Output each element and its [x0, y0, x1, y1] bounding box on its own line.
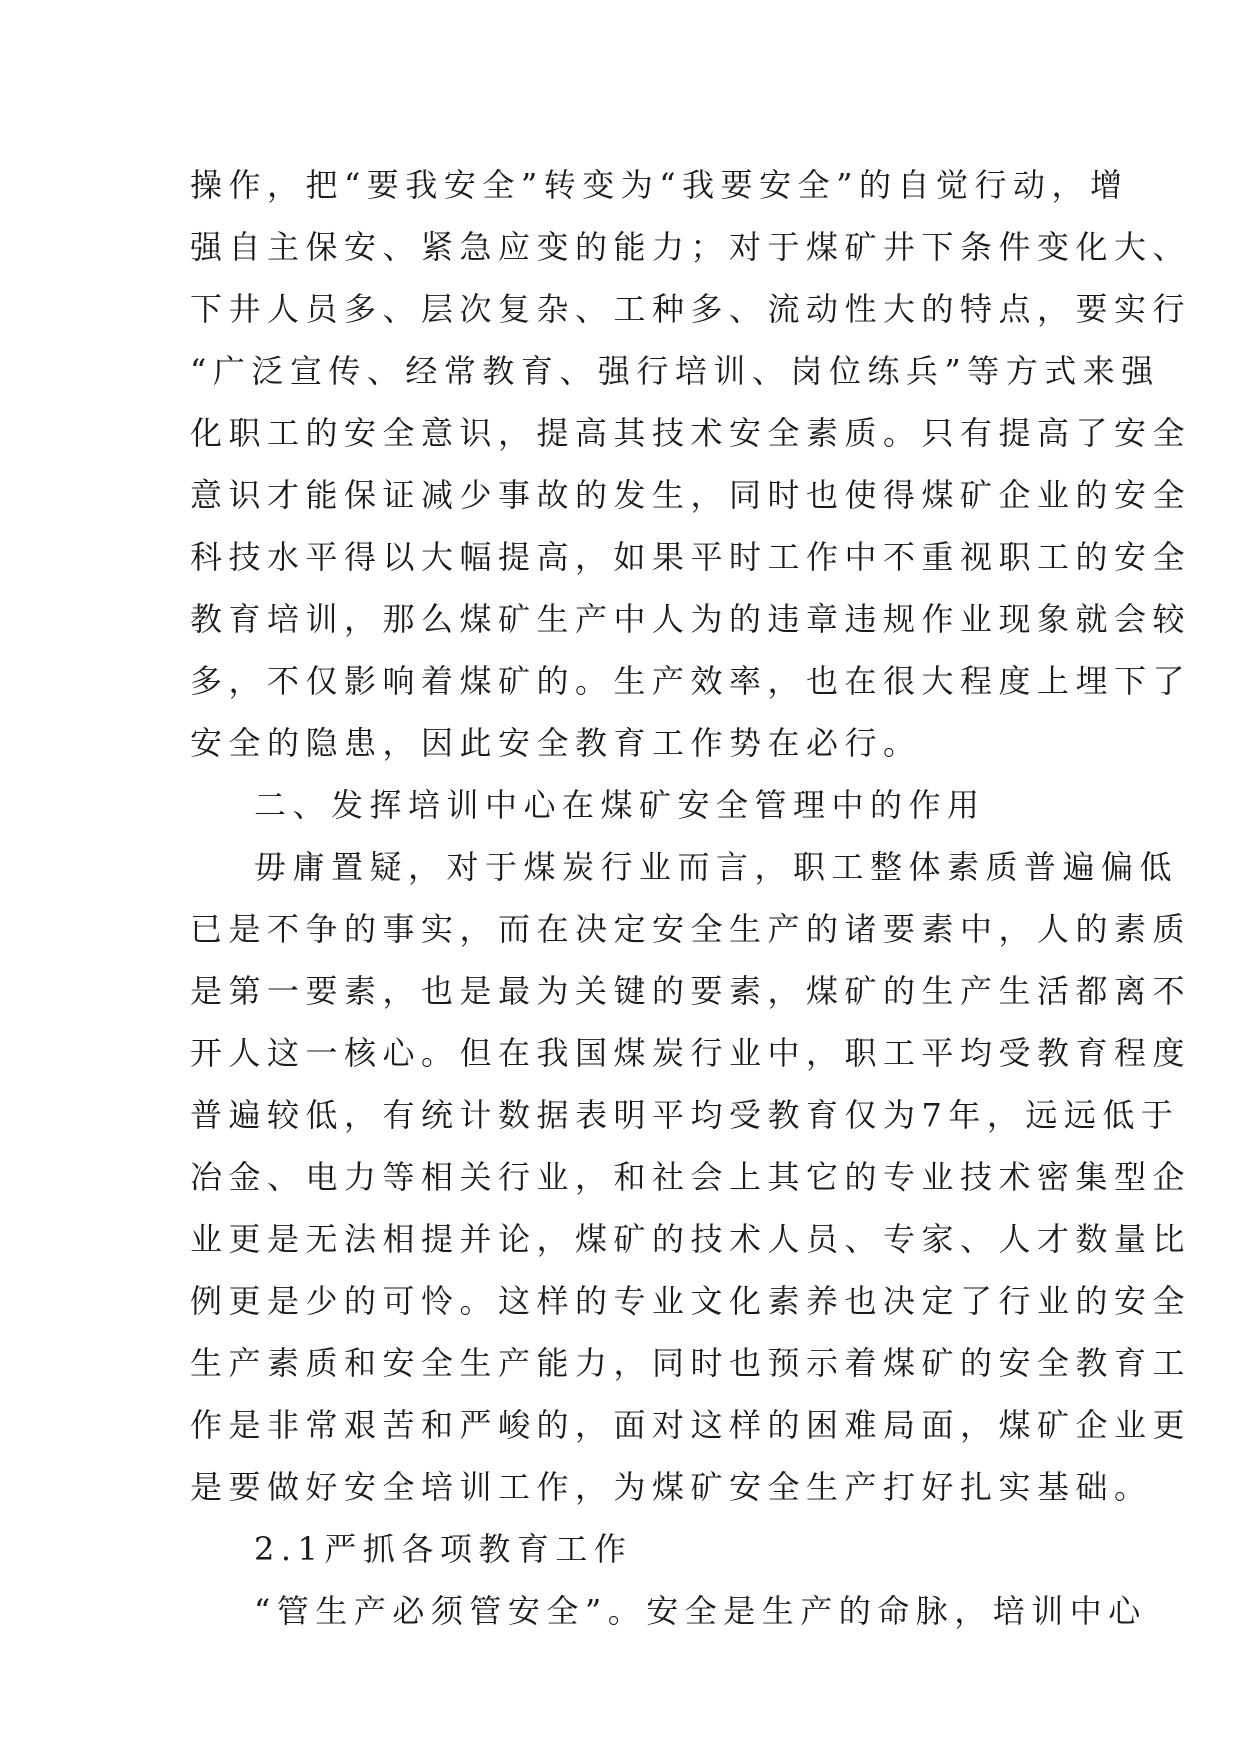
paragraph-line: 例更是少的可怜。这样的专业文化素养也决定了行业的安全	[190, 1282, 1192, 1320]
paragraph-line: 强自主保安、紧急应变的能力；对于煤矿井下条件变化大、	[190, 228, 1192, 266]
paragraph-line: 安全的隐患，因此安全教育工作势在必行。	[190, 724, 922, 762]
paragraph-line: 业更是无法相提并论，煤矿的技术人员、专家、人才数量比	[190, 1220, 1192, 1258]
paragraph-line: 是要做好安全培训工作，为煤矿安全生产打好扎实基础。	[190, 1468, 1153, 1506]
paragraph-line: 开人这一核心。但在我国煤炭行业中，职工平均受教育程度	[190, 1034, 1192, 1072]
section-heading: 二、发挥培训中心在煤矿安全管理中的作用	[254, 786, 986, 824]
paragraph-line: 作是非常艰苦和严峻的，面对这样的困难局面，煤矿企业更	[190, 1406, 1192, 1444]
paragraph-line: 冶金、电力等相关行业，和社会上其它的专业技术密集型企	[190, 1158, 1192, 1196]
paragraph-line: 化职工的安全意识，提高其技术安全素质。只有提高了安全	[190, 414, 1192, 452]
paragraph-line: 科技水平得以大幅提高，如果平时工作中不重视职工的安全	[190, 538, 1192, 576]
paragraph-line: 是第一要素，也是最为关键的要素，煤矿的生产生活都离不	[190, 972, 1192, 1010]
paragraph-line: “广泛宣传、经常教育、强行培训、岗位练兵”等方式来强	[190, 352, 1160, 390]
paragraph-line: 多，不仅影响着煤矿的。生产效率，也在很大程度上埋下了	[190, 662, 1192, 700]
paragraph-line: “管生产必须管安全”。安全是生产的命脉，培训中心	[254, 1592, 1147, 1630]
paragraph-line: 毋庸置疑，对于煤炭行业而言，职工整体素质普遍偏低	[254, 848, 1179, 886]
paragraph-line: 普遍较低，有统计数据表明平均受教育仅为7年，远远低于	[190, 1096, 1180, 1134]
paragraph-line: 教育培训，那么煤矿生产中人为的违章违规作业现象就会较	[190, 600, 1192, 638]
paragraph-line: 下井人员多、层次复杂、工种多、流动性大的特点，要实行	[190, 290, 1192, 328]
subsection-heading: 2.1严抓各项教育工作	[254, 1530, 633, 1568]
paragraph-line: 生产素质和安全生产能力，同时也预示着煤矿的安全教育工	[190, 1344, 1192, 1382]
paragraph-line: 操作，把“要我安全”转变为“我要安全”的自觉行动，增	[190, 166, 1129, 204]
paragraph-line: 已是不争的事实，而在决定安全生产的诸要素中，人的素质	[190, 910, 1192, 948]
paragraph-line: 意识才能保证减少事故的发生，同时也使得煤矿企业的安全	[190, 476, 1192, 514]
